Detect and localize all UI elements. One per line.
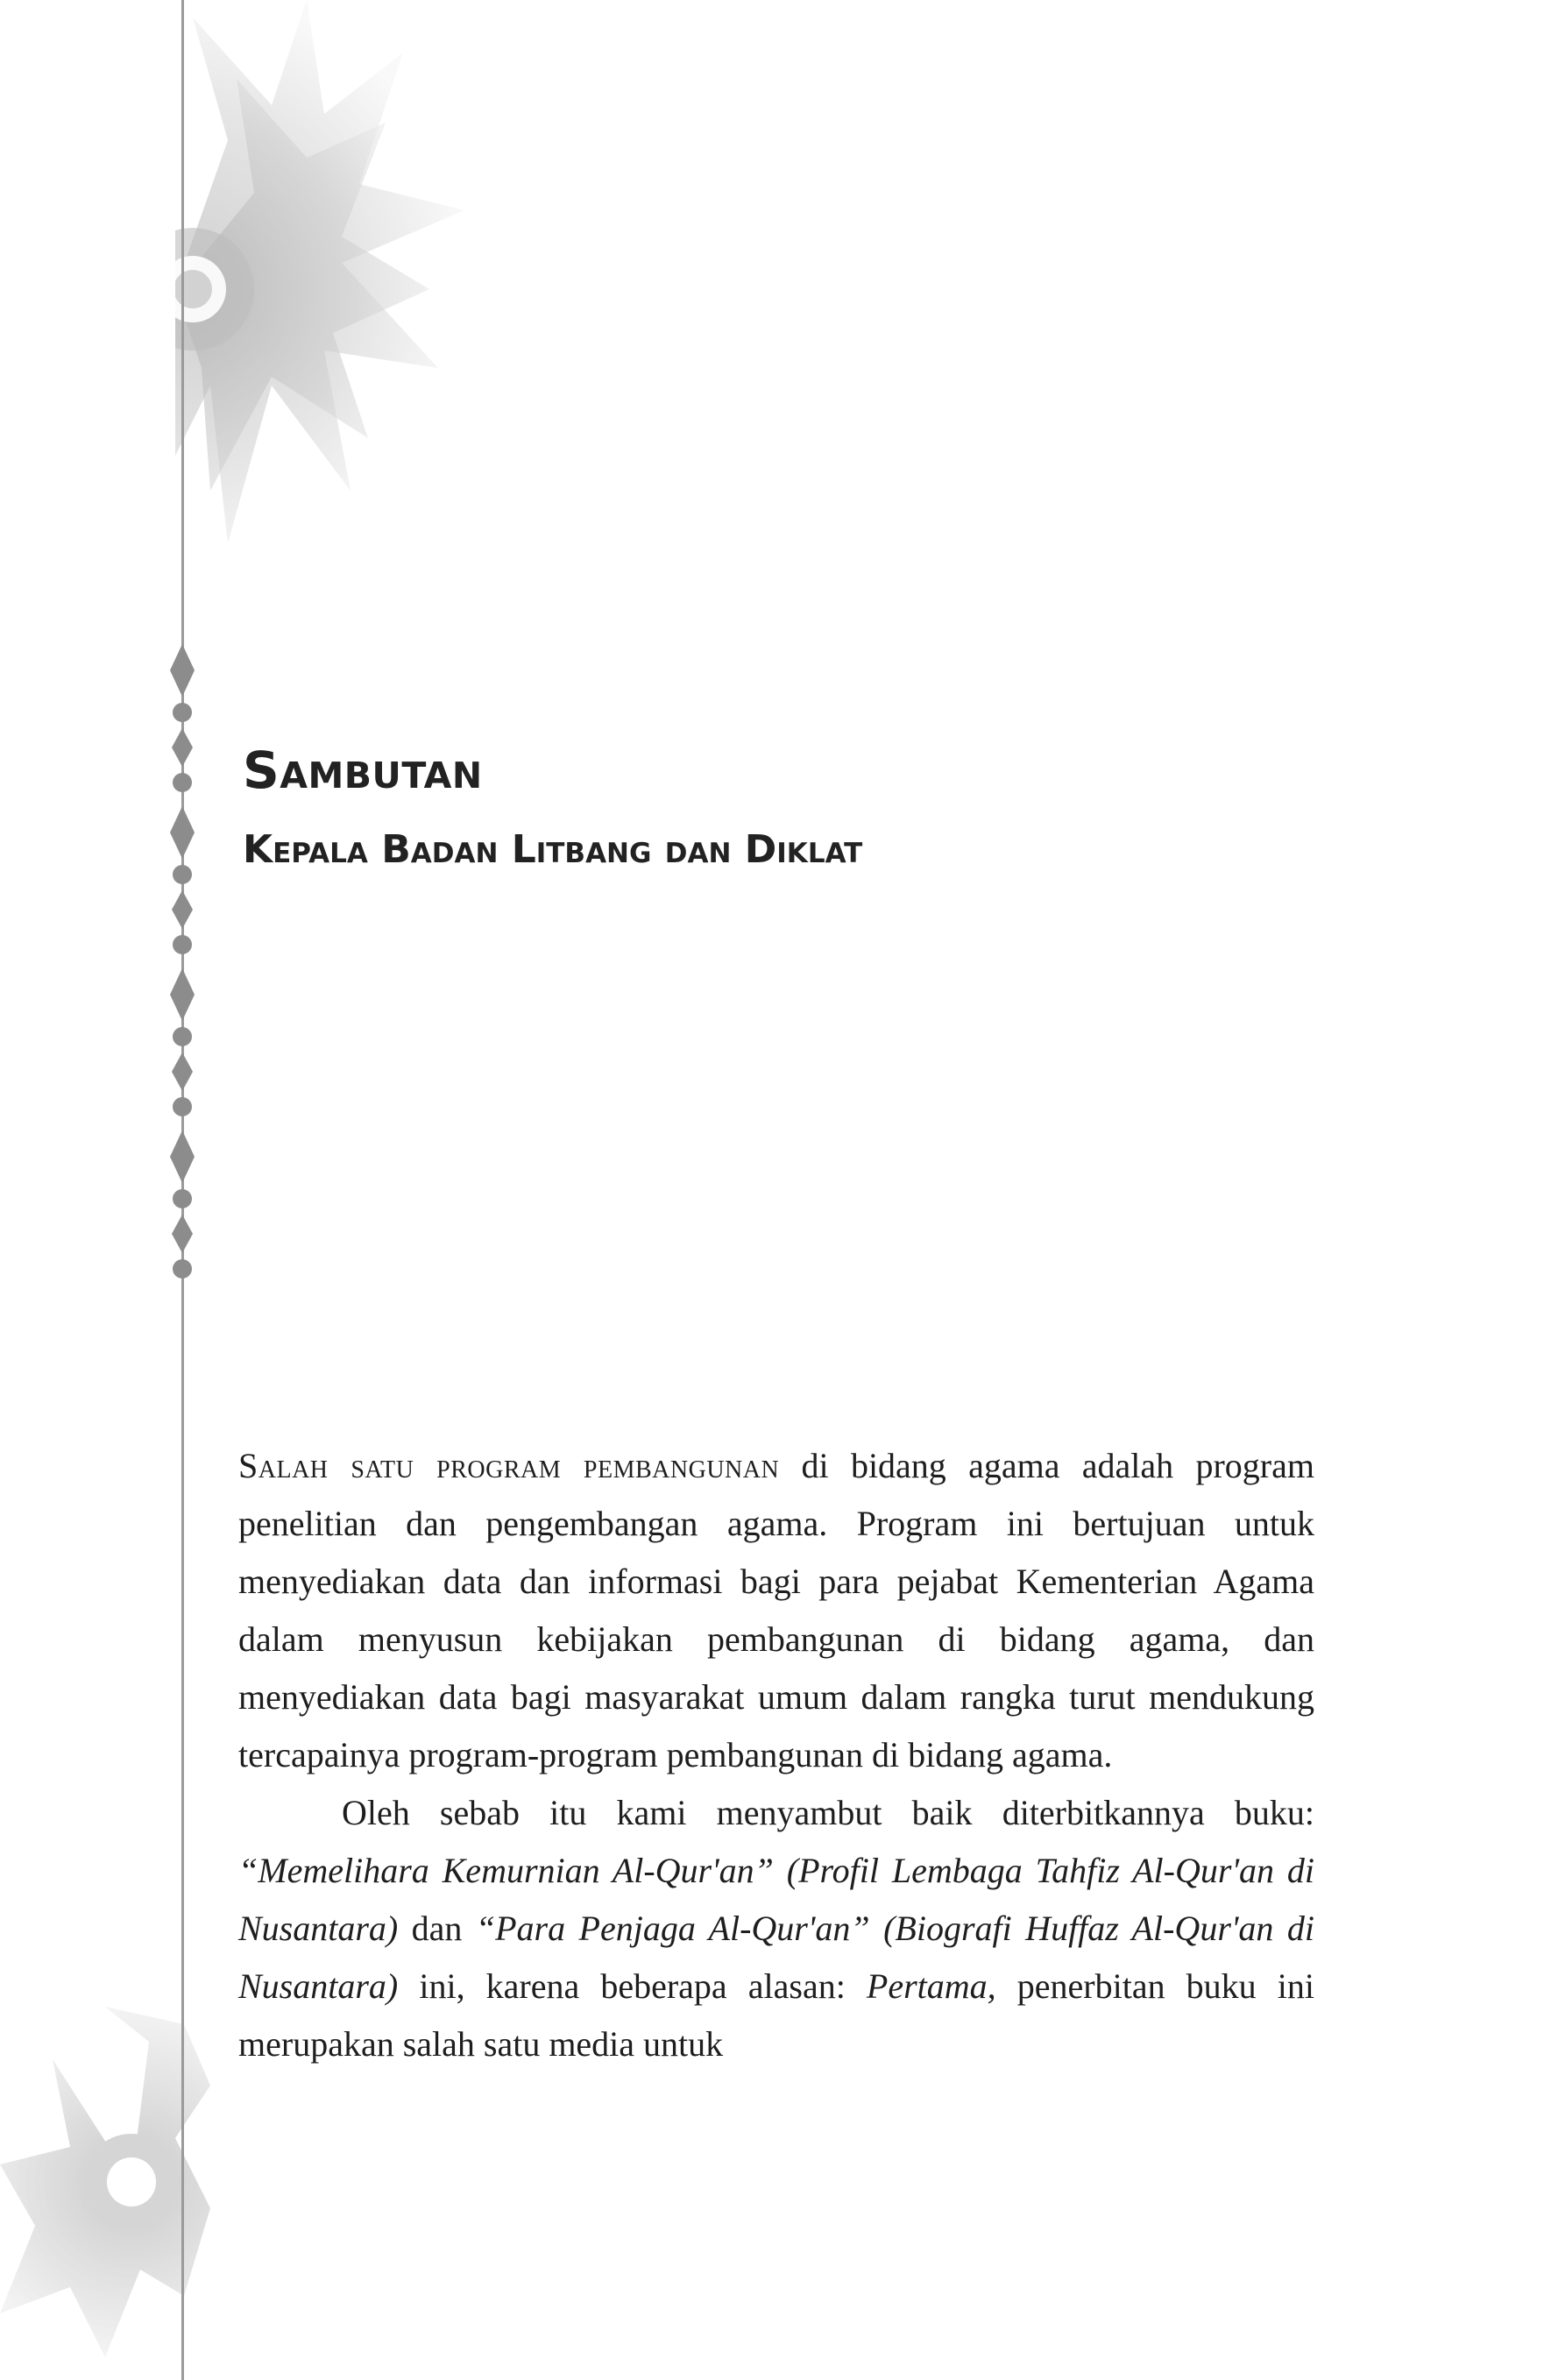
floral-ornament-bottom (0, 2007, 210, 2375)
pertama-label: Pertama, (866, 1966, 996, 2006)
book-title-2: “Para Penjaga Al-Qur'an” (Biografi Huffaz Al-Qur'an di Nusantara) (238, 1909, 1314, 2006)
book-title-1: “Memelihara Kemurnian Al-Qur'an” (Profil Lembaga Tahfiz Al-Qur'an di Nusantara) (238, 1851, 1314, 1948)
paragraph-2-text-g: penerbitan buku ini merupakan salah satu media untuk (238, 1966, 1314, 2064)
bead-chain-ornament (158, 644, 207, 1293)
paragraph-2 (238, 1784, 1314, 2073)
body-text (238, 1437, 1314, 2073)
floral-ornament-top (175, 0, 473, 613)
paragraph-1-text: di bidang agama adalah program penelitian dan pengembangan agama. Program ini bertujuan untuk menyediakan data dan informasi bagi para pejabat Kementerian Agama dalam menyusun kebijakan pembangunan di bidang agama, dan menyediakan data bagi masyarakat umum dalam rangka turut mendukung tercapainya program-program pembangunan di bidang agama. (238, 1446, 1314, 1774)
chapter-title: Sambutan (243, 740, 483, 800)
lead-in-text: Salah satu program pembangunan (238, 1446, 780, 1485)
paragraph-1 (238, 1437, 1314, 1784)
paragraph-2-text-e: ini, karena beberapa alasan: (398, 1966, 867, 2006)
paragraph-2-text-c: dan (398, 1909, 476, 1948)
chapter-subtitle: Kepala Badan Litbang dan Diklat (243, 827, 863, 872)
paragraph-2-text-a: Oleh sebab itu kami menyambut baik diterbitkannya buku: (342, 1793, 1314, 1832)
chapter-heading (243, 740, 1382, 872)
